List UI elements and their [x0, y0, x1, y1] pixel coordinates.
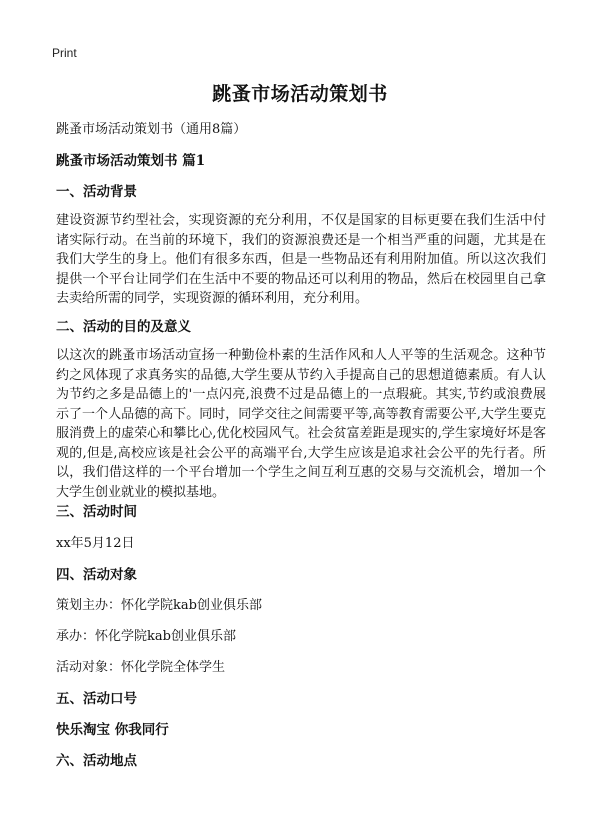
article-heading: 跳蚤市场活动策划书 篇1: [56, 153, 206, 169]
target-line-organizer: 策划主办：怀化学院kab创业俱乐部: [56, 598, 262, 613]
section-text-purpose: 以这次的跳蚤市场活动宣扬一种勤俭朴素的生活作风和人人平等的生活观念。这种节约之风体现了求真务实的品德,大学生要从节约入手提高自己的思想道德素质。有人认为节约之多是品德上的'一点闪亮,浪费不过是品德上的一点瑕疵。其实,节约或浪费展示了一个人品德的高下。同时，同学交往之间需要平等,高等教育需要公平,大学生要克服消费上的虚荣心和攀比心,优化校园风气。社会贫富差距是现实的,学生家境好坏是客观的,但是,高校应该是社会公平的高端平台,大学生应该是追求社会公平的先行者。所以，我们借这样的一个平台增加一个学生之间互利互惠的交易与交流机会，增加一个大学生创业就业的模拟基地。: [56, 348, 546, 500]
section-text-time: xx年5月12日: [56, 536, 135, 551]
section-heading-slogan: 五、活动口号: [56, 691, 137, 707]
target-line-host: 承办：怀化学院kab创业俱乐部: [56, 629, 236, 644]
section-heading-time: 三、活动时间: [56, 504, 137, 520]
section-text-slogan: 快乐淘宝 你我同行: [56, 722, 169, 738]
target-line-audience: 活动对象：怀化学院全体学生: [56, 660, 226, 675]
section-text-background: 建设资源节约型社会，实现资源的充分利用，不仅是国家的目标更要在我们生活中付诸实际行动。在当前的环境下，我们的资源浪费还是一个相当严重的问题，尤其是在我们大学生的身上。他们有很多东西，但是一些物品还有利用附加值。所以这次我们提供一个平台让同学们在生活中不要的物品还可以利用的物品，然后在校园里自己拿去卖给所需的同学，实现资源的循环利用，充分利用。: [56, 213, 546, 306]
section-heading-location: 六、活动地点: [56, 753, 137, 769]
section-heading-background: 一、活动背景: [56, 184, 137, 200]
print-label[interactable]: Print: [52, 46, 77, 60]
page-title: 跳蚤市场活动策划书: [212, 83, 388, 105]
section-heading-target: 四、活动对象: [56, 567, 137, 583]
section-heading-purpose: 二、活动的目的及意义: [56, 319, 191, 335]
document-subtitle: 跳蚤市场活动策划书（通用8篇）: [56, 122, 247, 137]
